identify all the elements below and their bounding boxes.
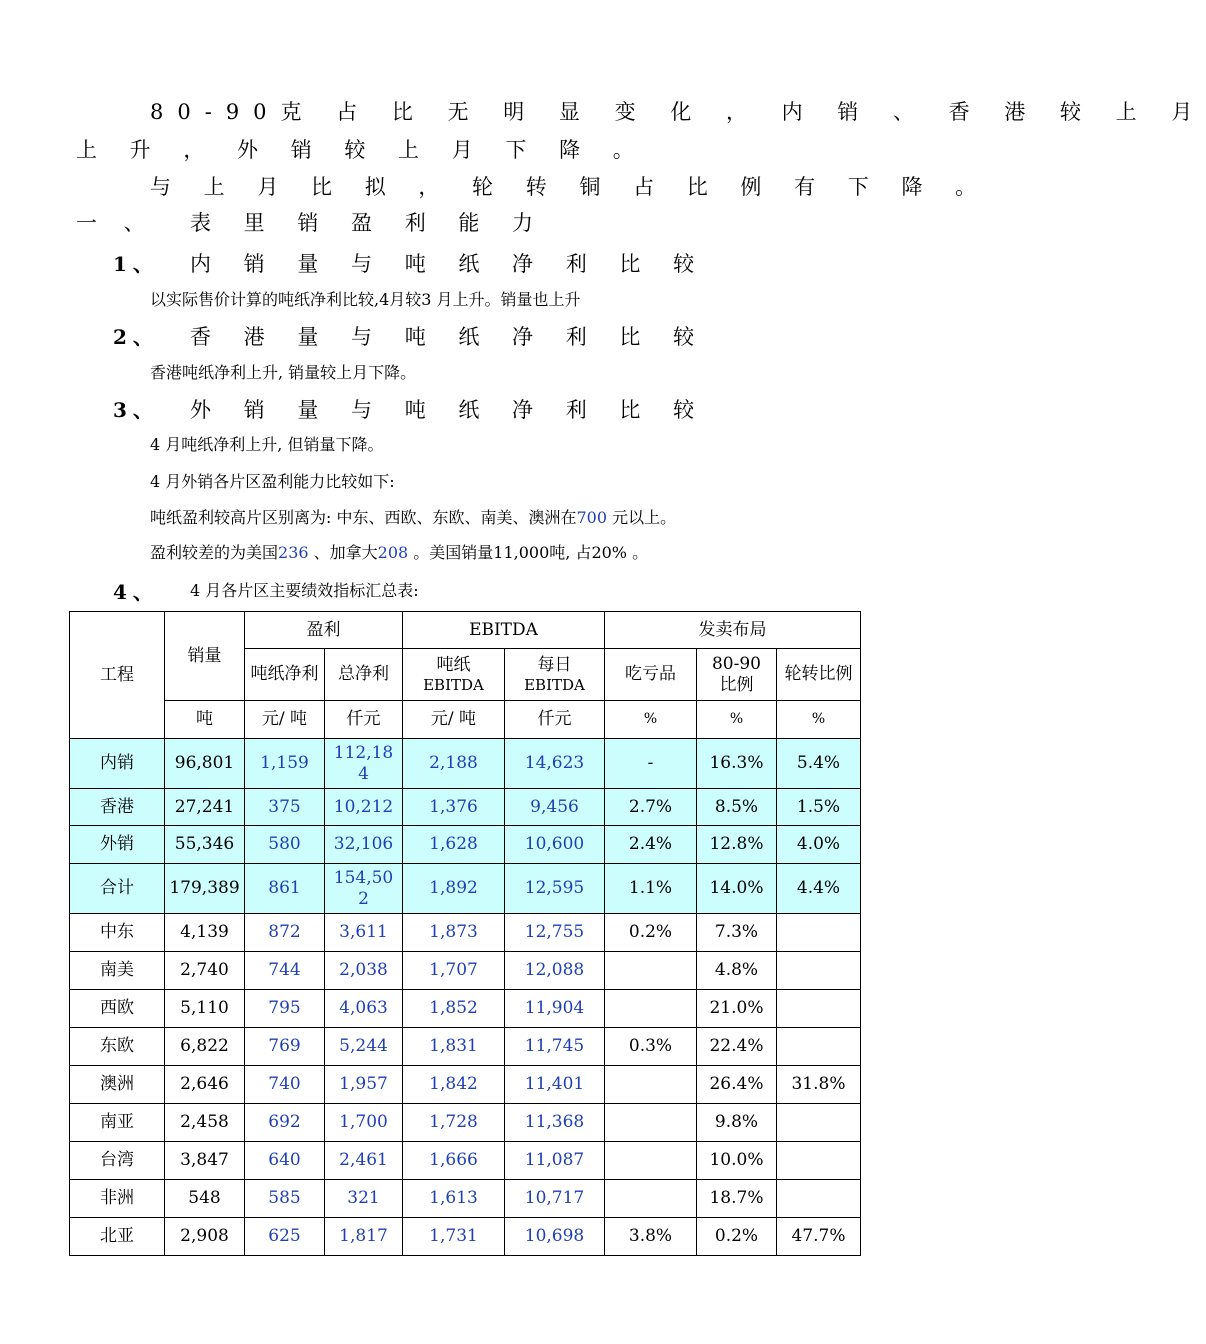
- sub3-text-3-pre: 吨纸盈利较高片区别离为: 中东、西欧、东欧、南美、澳洲在: [150, 508, 577, 527]
- cell-loss: [605, 1180, 697, 1218]
- unit-daily-ebitda: 仟元: [505, 701, 605, 739]
- cell-r8090: 10.0%: [697, 1142, 777, 1180]
- cell-ton: 769: [245, 1028, 325, 1066]
- section-1-title: 表 里 销 盈 利 能 力: [190, 211, 547, 235]
- header-total-net-profit: 总净利: [325, 649, 403, 701]
- cell-ton: 585: [245, 1180, 325, 1218]
- unit-rotary: %: [777, 701, 861, 739]
- cell-ton: 861: [245, 864, 325, 914]
- cell-r8090: 21.0%: [697, 990, 777, 1028]
- header-daily-ebitda: [505, 649, 605, 701]
- cell-r8090: 26.4%: [697, 1066, 777, 1104]
- cell-vol: 96,801: [165, 739, 245, 789]
- sub3-text-4-pre: 盈利较差的为美国: [150, 543, 279, 562]
- cell-r8090: 8.5%: [697, 789, 777, 826]
- cell-debit: 11,904: [505, 990, 605, 1028]
- cell-name: 澳洲: [70, 1066, 165, 1104]
- table-row: [70, 739, 861, 789]
- cell-debit: 11,745: [505, 1028, 605, 1066]
- header-ton-ebitda: [403, 649, 505, 701]
- header-loss-products: 吃亏品: [605, 649, 697, 701]
- cell-name: 东欧: [70, 1028, 165, 1066]
- sub3-text-3: [150, 505, 676, 528]
- cell-vol: 55,346: [165, 826, 245, 864]
- cell-rot: [777, 1180, 861, 1218]
- header-ton-ebitda-line-1: 吨纸: [436, 655, 471, 676]
- cell-r8090: 12.8%: [697, 826, 777, 864]
- cell-total: 2,038: [325, 952, 403, 990]
- cell-ton: 692: [245, 1104, 325, 1142]
- cell-r8090: 9.8%: [697, 1104, 777, 1142]
- cell-vol: 548: [165, 1180, 245, 1218]
- cell-name: 非洲: [70, 1180, 165, 1218]
- table-row: [70, 789, 861, 826]
- cell-ton: 625: [245, 1218, 325, 1256]
- unit-total-net: 仟元: [325, 701, 403, 739]
- cell-rot: 5.4%: [777, 739, 861, 789]
- cell-loss: -: [605, 739, 697, 789]
- sub3-number: 3、: [113, 398, 159, 422]
- header-profit: 盈利: [245, 612, 403, 649]
- cell-debit: 10,600: [505, 826, 605, 864]
- sub3-text-3-post: 元以上。: [607, 508, 677, 527]
- sub1-text: 以实际售价计算的吨纸净利比较,4月较3 月上升。销量也上升: [150, 290, 581, 309]
- cell-name: 台湾: [70, 1142, 165, 1180]
- cell-ton: 744: [245, 952, 325, 990]
- cell-total: 1,957: [325, 1066, 403, 1104]
- cell-name: 北亚: [70, 1218, 165, 1256]
- table-row: [70, 826, 861, 864]
- cell-vol: 6,822: [165, 1028, 245, 1066]
- table-row: [70, 1104, 861, 1142]
- cell-rot: 4.0%: [777, 826, 861, 864]
- cell-name: 南美: [70, 952, 165, 990]
- sub4-title: 4 月各片区主要绩效指标汇总表:: [190, 581, 419, 600]
- cell-tebit: 1,852: [403, 990, 505, 1028]
- sub2-title: 香 港 量 与 吨 纸 净 利 比 较: [190, 325, 708, 349]
- cell-tebit: 1,666: [403, 1142, 505, 1180]
- cell-tebit: 1,707: [403, 952, 505, 990]
- cell-debit: 11,087: [505, 1142, 605, 1180]
- cell-debit: 10,698: [505, 1218, 605, 1256]
- cell-name: 香港: [70, 789, 165, 826]
- cell-tebit: 1,873: [403, 914, 505, 952]
- cell-vol: 2,646: [165, 1066, 245, 1104]
- cell-debit: 11,401: [505, 1066, 605, 1104]
- cell-total: 5,244: [325, 1028, 403, 1066]
- sub3-text-4-value-1: 236: [278, 543, 309, 562]
- unit-volume: 吨: [165, 701, 245, 739]
- intro-line-1: 80-90克 占 比 无 明 显 变 化 ， 内 销 、 香 港 较 上 月: [150, 100, 1206, 124]
- cell-vol: 179,389: [165, 864, 245, 914]
- unit-ton-net: 元/ 吨: [245, 701, 325, 739]
- cell-rot: 47.7%: [777, 1218, 861, 1256]
- cell-name: 内销: [70, 739, 165, 789]
- unit-8090: %: [697, 701, 777, 739]
- cell-total: 3,611: [325, 914, 403, 952]
- cell-rot: 1.5%: [777, 789, 861, 826]
- header-volume: 销量: [165, 612, 245, 701]
- cell-total: 112,184: [325, 739, 403, 789]
- cell-tebit: 1,613: [403, 1180, 505, 1218]
- cell-tebit: 1,842: [403, 1066, 505, 1104]
- cell-total: 1,700: [325, 1104, 403, 1142]
- cell-r8090: 22.4%: [697, 1028, 777, 1066]
- intro-line-2: 上 升 ， 外 销 较 上 月 下 降 。: [76, 138, 647, 162]
- table-row: [70, 1180, 861, 1218]
- cell-rot: [777, 1142, 861, 1180]
- table-row: [70, 914, 861, 952]
- cell-rot: 31.8%: [777, 1066, 861, 1104]
- sub3-text-4-post: 。美国销量11,000吨, 占20% 。: [408, 543, 649, 562]
- table-row: [70, 952, 861, 990]
- cell-name: 外销: [70, 826, 165, 864]
- cell-rot: [777, 1104, 861, 1142]
- sub4-number: 4、: [113, 580, 159, 604]
- cell-debit: 12,088: [505, 952, 605, 990]
- cell-r8090: 18.7%: [697, 1180, 777, 1218]
- cell-total: 1,817: [325, 1218, 403, 1256]
- cell-name: 西欧: [70, 990, 165, 1028]
- cell-vol: 3,847: [165, 1142, 245, 1180]
- sub3-text-3-value: 700: [576, 508, 608, 527]
- cell-tebit: 1,628: [403, 826, 505, 864]
- header-daily-ebitda-line-2: EBITDA: [524, 675, 585, 694]
- cell-ton: 375: [245, 789, 325, 826]
- cell-ton: 872: [245, 914, 325, 952]
- table-row: [70, 1066, 861, 1104]
- cell-name: 南亚: [70, 1104, 165, 1142]
- cell-tebit: 1,731: [403, 1218, 505, 1256]
- cell-total: 321: [325, 1180, 403, 1218]
- table-row: [70, 1218, 861, 1256]
- cell-tebit: 1,728: [403, 1104, 505, 1142]
- cell-loss: 0.3%: [605, 1028, 697, 1066]
- cell-r8090: 16.3%: [697, 739, 777, 789]
- sub1-number: 1、: [113, 252, 159, 276]
- cell-r8090: 4.8%: [697, 952, 777, 990]
- cell-vol: 2,908: [165, 1218, 245, 1256]
- cell-loss: [605, 1066, 697, 1104]
- cell-total: 10,212: [325, 789, 403, 826]
- cell-r8090: 7.3%: [697, 914, 777, 952]
- cell-r8090: 14.0%: [697, 864, 777, 914]
- header-project: 工程: [70, 612, 165, 739]
- cell-vol: 2,740: [165, 952, 245, 990]
- cell-total: 154,502: [325, 864, 403, 914]
- sub3-text-4-value-2: 208: [377, 543, 409, 562]
- cell-loss: [605, 1142, 697, 1180]
- sub3-title: 外 销 量 与 吨 纸 净 利 比 较: [190, 398, 708, 422]
- cell-name: 中东: [70, 914, 165, 952]
- cell-total: 2,461: [325, 1142, 403, 1180]
- cell-name: 合计: [70, 864, 165, 914]
- sub3-text-4-mid: 、加拿大: [308, 543, 378, 562]
- cell-total: 32,106: [325, 826, 403, 864]
- cell-ton: 1,159: [245, 739, 325, 789]
- header-ebitda: EBITDA: [403, 612, 605, 649]
- unit-loss: %: [605, 701, 697, 739]
- table-row: [70, 1142, 861, 1180]
- header-8090-line-1: 80-90: [711, 654, 761, 675]
- cell-vol: 4,139: [165, 914, 245, 952]
- cell-tebit: 1,376: [403, 789, 505, 826]
- header-ton-net-profit: 吨纸净利: [245, 649, 325, 701]
- intro-line-3: 与 上 月 比 拟 ， 轮 转 铜 占 比 例 有 下 降 。: [150, 175, 990, 199]
- header-8090-line-2: 比例: [719, 674, 754, 695]
- cell-ton: 580: [245, 826, 325, 864]
- sub2-text: 香港吨纸净利上升, 销量较上月下降。: [150, 363, 417, 382]
- table-row: [70, 864, 861, 914]
- cell-rot: [777, 990, 861, 1028]
- header-daily-ebitda-line-1: 每日: [537, 655, 572, 676]
- sub3-text-1: 4 月吨纸净利上升, 但销量下降。: [150, 435, 384, 454]
- header-sales-layout: 发卖布局: [605, 612, 861, 649]
- cell-debit: 10,717: [505, 1180, 605, 1218]
- sub3-text-2: 4 月外销各片区盈利能力比较如下:: [150, 472, 395, 491]
- cell-loss: [605, 990, 697, 1028]
- cell-tebit: 2,188: [403, 739, 505, 789]
- cell-rot: [777, 952, 861, 990]
- cell-loss: 0.2%: [605, 914, 697, 952]
- cell-loss: [605, 952, 697, 990]
- cell-debit: 11,368: [505, 1104, 605, 1142]
- sub3-text-4: [150, 540, 648, 563]
- table-row: [70, 1028, 861, 1066]
- header-rotary-ratio: 轮转比例: [777, 649, 861, 701]
- cell-loss: [605, 1104, 697, 1142]
- sub1-title: 内 销 量 与 吨 纸 净 利 比 较: [190, 252, 708, 276]
- cell-r8090: 0.2%: [697, 1218, 777, 1256]
- cell-tebit: 1,831: [403, 1028, 505, 1066]
- sub2-number: 2、: [113, 325, 159, 349]
- cell-debit: 12,595: [505, 864, 605, 914]
- cell-loss: 2.7%: [605, 789, 697, 826]
- cell-loss: 3.8%: [605, 1218, 697, 1256]
- cell-vol: 5,110: [165, 990, 245, 1028]
- cell-ton: 740: [245, 1066, 325, 1104]
- cell-vol: 2,458: [165, 1104, 245, 1142]
- unit-ton-ebitda: 元/ 吨: [403, 701, 505, 739]
- cell-total: 4,063: [325, 990, 403, 1028]
- cell-ton: 795: [245, 990, 325, 1028]
- cell-rot: [777, 1028, 861, 1066]
- kpi-summary-table: [69, 611, 861, 1256]
- cell-tebit: 1,892: [403, 864, 505, 914]
- header-ton-ebitda-line-2: EBITDA: [423, 675, 484, 694]
- cell-loss: 2.4%: [605, 826, 697, 864]
- cell-rot: 4.4%: [777, 864, 861, 914]
- cell-debit: 12,755: [505, 914, 605, 952]
- header-8090-ratio: [697, 649, 777, 701]
- cell-debit: 14,623: [505, 739, 605, 789]
- cell-debit: 9,456: [505, 789, 605, 826]
- table-row: [70, 990, 861, 1028]
- cell-loss: 1.1%: [605, 864, 697, 914]
- section-1-number: 一 、: [76, 211, 155, 235]
- cell-vol: 27,241: [165, 789, 245, 826]
- cell-ton: 640: [245, 1142, 325, 1180]
- cell-rot: [777, 914, 861, 952]
